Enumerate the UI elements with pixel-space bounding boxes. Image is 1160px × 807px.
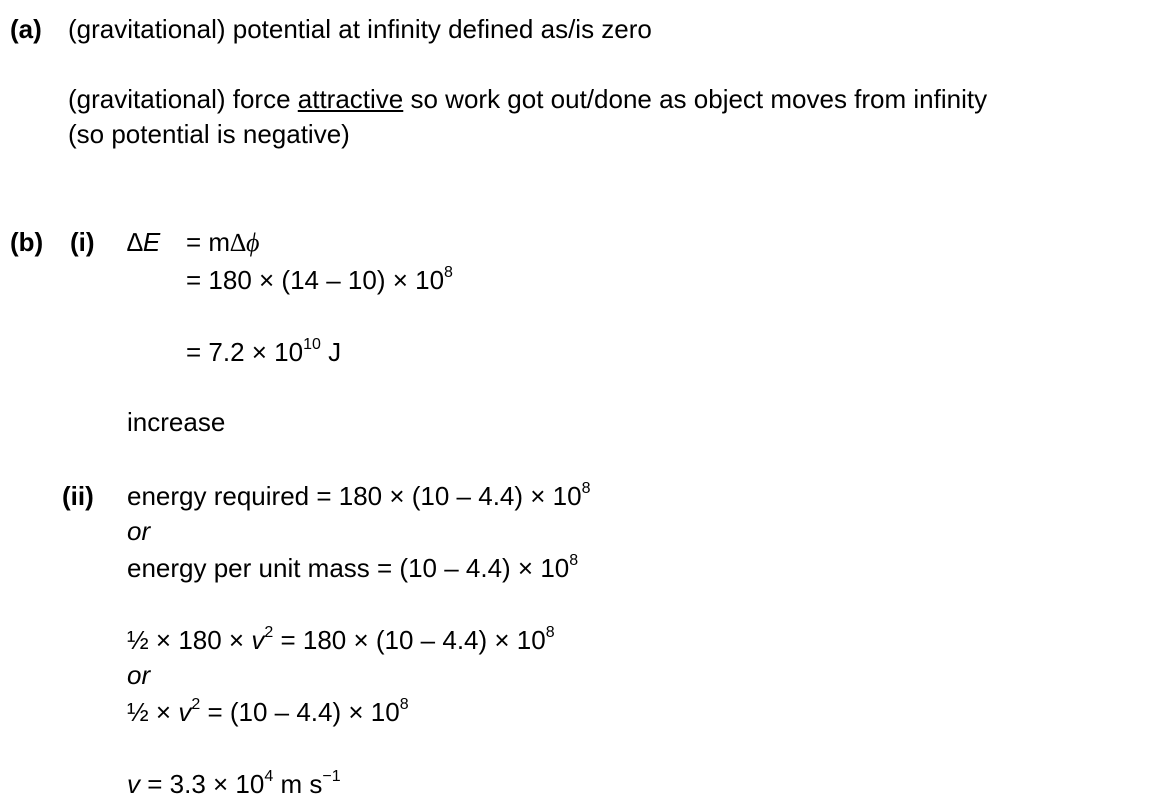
energy-per-unit-mass-text: energy per unit mass = (10 – 4.4) × 10 — [127, 553, 570, 583]
part-a-label: (a) — [10, 14, 42, 44]
velocity-exponent: 4 — [264, 768, 274, 786]
velocity-unit: m s — [273, 769, 323, 799]
energy-required-text: energy required = 180 × (10 – 4.4) × 10 — [127, 481, 582, 511]
equation-2 — [186, 265, 453, 295]
or-2: or — [127, 660, 151, 690]
kpm-rhs: = (10 – 4.4) × 10 — [200, 697, 400, 727]
kpm-v-exponent: 2 — [191, 696, 201, 714]
equation-3-text: = 7.2 × 10 — [186, 337, 304, 367]
sub-ii-label: (ii) — [62, 481, 94, 511]
part-a-line-1: (gravitational) potential at infinity defined as/is zero — [68, 14, 652, 44]
part-a-line-2-suffix: so work got out/done as object moves from infinity — [403, 84, 988, 114]
energy-required-line — [127, 481, 591, 511]
part-a-line-2 — [68, 84, 987, 114]
velocity-result-line — [127, 769, 341, 799]
delta-e-lhs: ∆E — [127, 227, 161, 257]
kinetic-energy-line — [127, 625, 555, 655]
energy-per-unit-mass-line — [127, 553, 578, 583]
ke-rhs-exponent: 8 — [545, 624, 555, 642]
part-a-line-3: (so potential is negative) — [68, 119, 350, 149]
ke-per-mass-line — [127, 697, 409, 727]
kpm-rhs-exponent: 8 — [399, 696, 409, 714]
equation-1-eq-m: = m — [186, 227, 231, 257]
energy-per-unit-mass-exponent: 8 — [569, 552, 579, 570]
kpm-v: v — [178, 697, 192, 727]
ke-v: v — [251, 625, 265, 655]
part-a-line-2-prefix: (gravitational) force — [68, 84, 298, 114]
increase-text: increase — [127, 407, 226, 437]
kpm-prefix: ½ × — [127, 697, 179, 727]
velocity-value: = 3.3 × 10 — [140, 769, 265, 799]
ke-prefix: ½ × 180 × — [127, 625, 252, 655]
or-1: or — [127, 516, 151, 546]
velocity-v: v — [127, 769, 140, 799]
equation-3-unit: J — [320, 337, 342, 367]
equation-3 — [186, 337, 341, 367]
velocity-unit-exponent: −1 — [322, 768, 341, 786]
equation-2-text: = 180 × (14 – 10) × 10 — [186, 265, 445, 295]
equation-1 — [186, 227, 259, 258]
equation-3-exponent: 10 — [303, 336, 321, 354]
equation-1-prefix — [186, 227, 230, 257]
energy-required-exponent: 8 — [581, 480, 591, 498]
equation-2-exponent: 8 — [444, 264, 453, 282]
phi-symbol: ϕ — [246, 228, 260, 257]
attractive-underlined: attractive — [297, 84, 404, 114]
delta-symbol: ∆ — [230, 228, 246, 257]
ke-rhs: = 180 × (10 – 4.4) × 10 — [273, 625, 546, 655]
part-b-label: (b) — [10, 227, 44, 257]
ke-v-exponent: 2 — [264, 624, 274, 642]
sub-i-label: (i) — [70, 227, 95, 257]
